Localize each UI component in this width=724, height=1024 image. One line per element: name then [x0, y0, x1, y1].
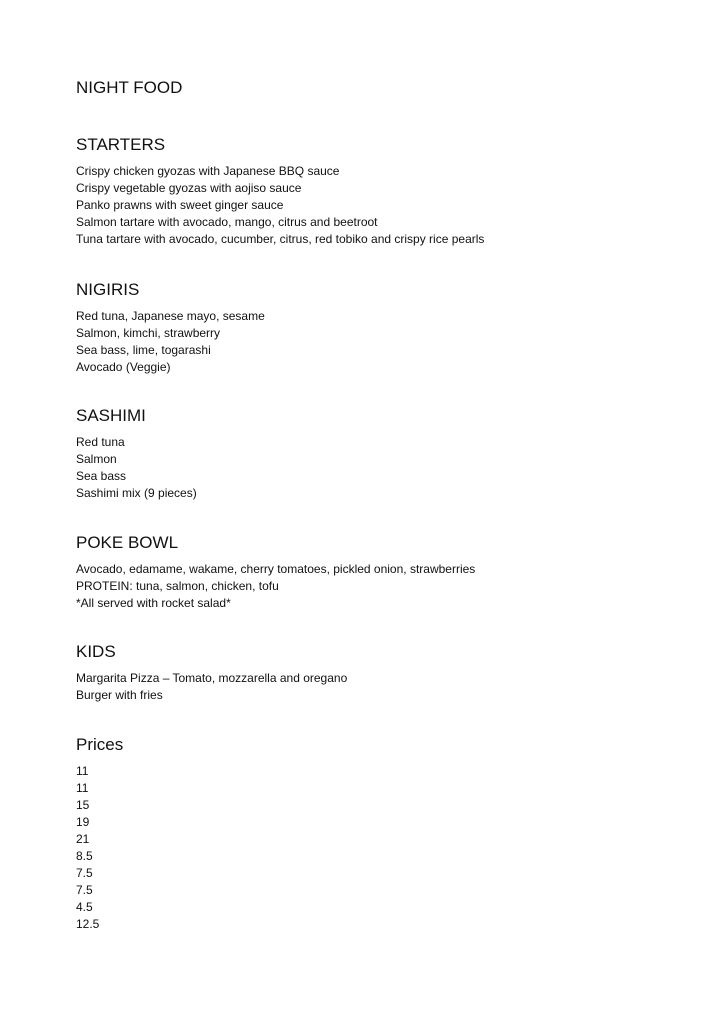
menu-item: Panko prawns with sweet ginger sauce [76, 197, 284, 212]
menu-item: Sashimi mix (9 pieces) [76, 485, 197, 500]
menu-item: Sea bass [76, 468, 127, 483]
price-item: 12.5 [76, 916, 100, 931]
page-title: NIGHT FOOD [76, 78, 183, 97]
section-heading: NIGIRIS [76, 280, 140, 299]
section-heading: SASHIMI [76, 406, 146, 425]
price-item: 7.5 [76, 865, 93, 880]
menu-item: Margarita Pizza – Tomato, mozzarella and oregano [76, 670, 348, 685]
menu-item: Salmon tartare with avocado, mango, citrus and beetroot [76, 214, 378, 229]
section-heading: STARTERS [76, 135, 166, 154]
item-list [76, 163, 484, 248]
section-prices [76, 735, 123, 933]
menu-item: Red tuna, Japanese mayo, sesame [76, 308, 265, 323]
section-poke-bowl [76, 533, 475, 612]
price-item: 15 [76, 797, 90, 812]
price-item: 4.5 [76, 899, 93, 914]
item-list [76, 763, 123, 933]
menu-item: Salmon [76, 451, 117, 466]
price-item: 11 [76, 780, 89, 795]
price-item: 19 [76, 814, 90, 829]
menu-item: Sea bass, lime, togarashi [76, 342, 211, 357]
menu-item: *All served with rocket salad* [76, 595, 231, 610]
menu-item: Crispy chicken gyozas with Japanese BBQ sauce [76, 163, 340, 178]
price-item: 8.5 [76, 848, 93, 863]
item-list [76, 308, 265, 376]
section-sashimi [76, 406, 197, 502]
section-heading: Prices [76, 735, 124, 754]
menu-item: PROTEIN: tuna, salmon, chicken, tofu [76, 578, 279, 593]
menu-item: Burger with fries [76, 687, 163, 702]
item-list [76, 670, 347, 704]
section-heading: POKE BOWL [76, 533, 179, 552]
item-list [76, 561, 475, 612]
menu-item: Crispy vegetable gyozas with aojiso sauce [76, 180, 302, 195]
price-item: 21 [76, 831, 90, 846]
section-heading: KIDS [76, 642, 116, 661]
price-item: 7.5 [76, 882, 93, 897]
section-nigiris [76, 280, 265, 376]
menu-item: Tuna tartare with avocado, cucumber, citrus, red tobiko and crispy rice pearls [76, 231, 485, 246]
section-kids [76, 642, 347, 704]
item-list [76, 434, 197, 502]
section-starters [76, 135, 484, 248]
menu-item: Avocado, edamame, wakame, cherry tomatoes, pickled onion, strawberries [76, 561, 476, 576]
menu-item: Red tuna [76, 434, 125, 449]
price-item: 11 [76, 763, 89, 778]
menu-item: Avocado (Veggie) [76, 359, 171, 374]
menu-item: Salmon, kimchi, strawberry [76, 325, 221, 340]
